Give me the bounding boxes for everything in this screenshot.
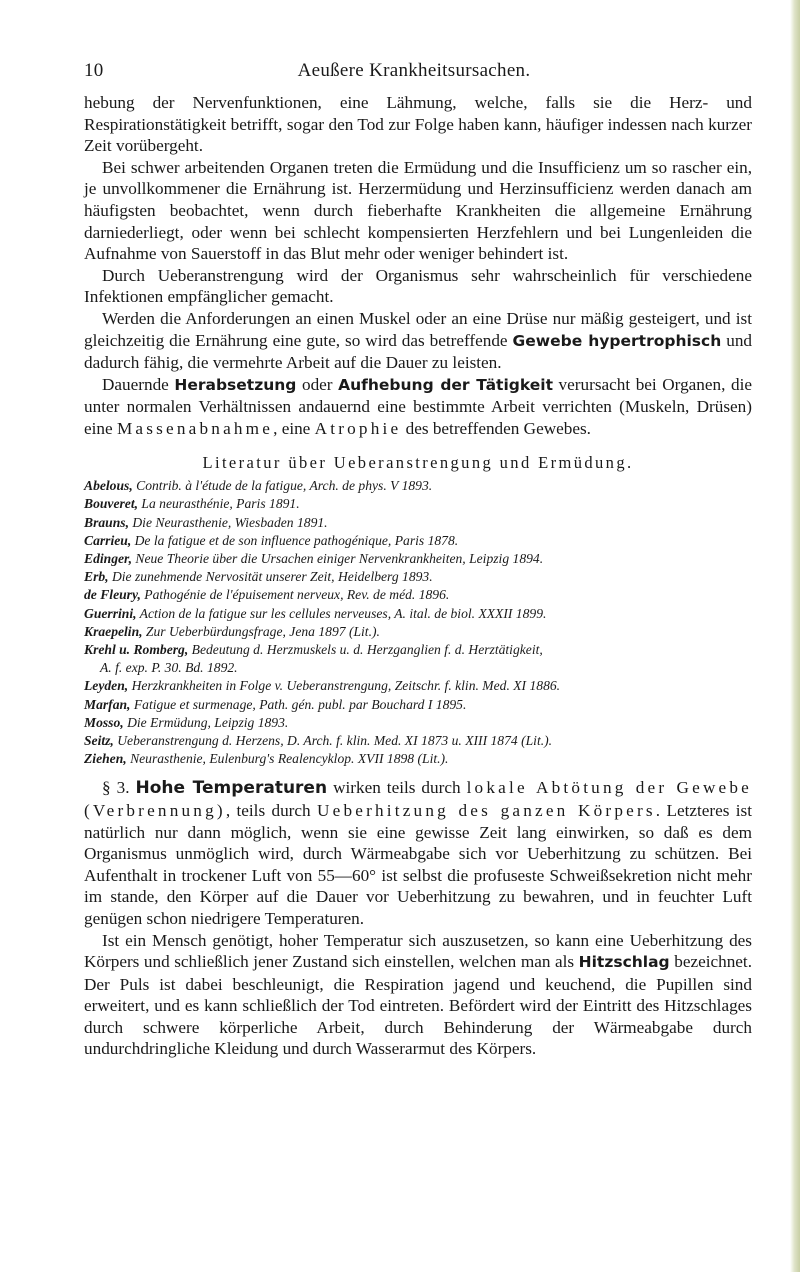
page-edge (790, 0, 800, 1272)
reference-author: Marfan, (84, 696, 131, 712)
reference-author: Guerrini, (84, 605, 137, 621)
page-header (84, 58, 744, 86)
reference-title: Action de la fatigue sur les cellules nerveuses, A. ital. de biol. XXXII 1899. (136, 605, 547, 621)
text-run: Dauernde (102, 374, 175, 394)
bold-term: Herabsetzung (174, 375, 297, 394)
reference-author: de Fleury, (84, 587, 141, 603)
literature-reference (84, 641, 752, 658)
text-run: , teils durch (225, 800, 317, 820)
section-number: § 3. (102, 778, 130, 798)
reference-author: Edinger, (84, 550, 132, 566)
spaced-term: Massenabnahme (116, 418, 274, 438)
reference-title: Zur Ueberbürdungsfrage, Jena 1897 (Lit.). (142, 623, 380, 639)
literature-heading: Literatur über Ueberanstrengung und Ermüdung. (202, 452, 634, 472)
reference-author: Erb, (84, 569, 109, 585)
reference-author: Krehl u. Romberg, (84, 641, 189, 657)
text-run: und dadurch fähig, die vermehrte Arbeit auf die Dauer zu leisten. (84, 330, 753, 373)
spaced-term: Ueberhitzung des ganzen Körpers (317, 800, 656, 820)
paragraph-5 (84, 374, 752, 440)
running-title: Aeußere Krankheitsursachen. (297, 60, 531, 81)
text-run: des betreffenden Gewebes. (401, 418, 591, 438)
bold-term: Gewebe hypertrophisch (512, 331, 722, 350)
reference-title: Neue Theorie über die Ursachen einiger Nervenkrankheiten, Leipzig 1894. (131, 550, 544, 566)
page-number: 10 (84, 60, 104, 81)
reference-author: Kraepelin, (84, 623, 143, 639)
reference-title: Fatigue et surmenage, Path. gén. publ. par Bouchard I 1895. (130, 696, 467, 712)
literature-reference (84, 677, 752, 694)
literature-reference (84, 696, 752, 713)
text-run: Ist ein Mensch genötigt, hoher Temperatur sich auszusetzen, so kann eine Ueberhitzung des Körpers und schließlich jener Zustand sich einstellen, welchen man als (84, 930, 752, 972)
reference-title: Neurasthenie, Eulenburg's Realencyklop. XVII 1898 (Lit.). (126, 751, 449, 767)
reference-title: Bedeutung d. Herzmuskels u. d. Herzganglien f. d. Herztätigkeit, (188, 641, 543, 657)
paragraph-1: hebung der Nervenfunktionen, eine Lähmung, welche, falls sie die Herz- und Respirationstätigkeit betrifft, sogar den Tod zur Folge haben kann, häufiger indessen nach kurzer Zeit vorübergeht. (84, 93, 752, 156)
reference-author: Mosso, (84, 714, 124, 730)
page-body (84, 92, 752, 1060)
literature-reference (84, 623, 752, 640)
reference-title: Die Neurasthenie, Wiesbaden 1891. (128, 514, 328, 530)
literature-reference (84, 495, 752, 512)
text-run: , eine (273, 418, 315, 438)
reference-title: Die Ermüdung, Leipzig 1893. (123, 714, 289, 730)
reference-author: Carrieu, (84, 532, 132, 548)
reference-author: Bouveret, (84, 496, 138, 512)
section-3-paragraph-2 (84, 930, 752, 1061)
text-run: wirken teils durch (327, 778, 467, 798)
reference-author: Seitz, (84, 732, 114, 748)
literature-reference (84, 750, 752, 767)
literature-reference (84, 714, 752, 731)
literature-list (84, 477, 752, 767)
reference-title: Contrib. à l'étude de la fatigue, Arch. de phys. V 1893. (132, 478, 433, 494)
spaced-term: lokale Abtötung der Gewebe (Verbrennung) (84, 778, 753, 820)
literature-reference (84, 514, 752, 531)
text-run: Werden die Anforderungen an einen Muskel oder an eine Drüse nur mäßig gesteigert, und ist gleichzeitig die Ernährung eine gute, so wird das betreffende (84, 308, 752, 350)
paragraph-2: Bei schwer arbeitenden Organen treten die Ermüdung und die Insufficienz um so rascher ein, je unvollkommener die Ernährung ist. Herzermüdung und Herzinsufficienz werden danach am häufigsten beobachtet, wenn durch fieberhafte Krankheiten die allgemeine Ernährung darniederliegt, oder wenn bei schlecht kompensierten Herzfehlern und bei Lungenleiden die Aufnahme von Sauerstoff in das Blut mehr oder weniger behindert ist. (84, 157, 752, 264)
literature-reference (84, 477, 752, 494)
literature-reference (84, 605, 752, 622)
literature-reference (84, 732, 752, 749)
text-run: . Letzteres ist natürlich nur dann möglich, wenn sie eine gewisse Zeit lang einwirken, so daß es dem Organismus unmöglich wird, durch Wärmeabgabe sich vor Ueberhitzung zu schützen. Bei Aufenthalt in trockener Luft von 55—60° ist selbst die profuseste Schweißsekretion nicht mehr im stande, den Körper auf die Dauer vor Ueberhitzung zu bewahren, und in feuchter Luft genügen schon niedrigere Temperaturen. (84, 800, 753, 928)
reference-title: Ueberanstrengung d. Herzens, D. Arch. f. klin. Med. XI 1873 u. XIII 1874 (Lit.). (113, 732, 553, 748)
reference-continuation: A. f. exp. P. 30. Bd. 1892. (100, 660, 238, 676)
section-3-paragraph-1 (84, 777, 752, 929)
section-title: Hohe Temperaturen (135, 778, 328, 799)
literature-reference (84, 568, 752, 585)
reference-author: Leyden, (84, 678, 129, 694)
paragraph-4 (84, 308, 752, 374)
literature-reference (84, 550, 752, 567)
text-run: bezeichnet. Der Puls ist dabei beschleunigt, die Respiration jagend und keuchend, die Pupillen sind erweitert, und es kann schließlich der Tod eintreten. Befördert wird der Eintritt des Hitzschlages durch schwere körperliche Arbeit, durch Behinderung der Wärmeabgabe durch undurchdringliche Kleidung und durch Wasserarmut des Körpers. (84, 952, 752, 1059)
literature-reference (84, 532, 752, 549)
reference-title: Pathogénie de l'épuisement nerveux, Rev. de méd. 1896. (140, 587, 450, 603)
reference-title: De la fatigue et de son influence pathogénique, Paris 1878. (131, 532, 459, 548)
reference-author: Brauns, (84, 514, 129, 530)
bold-term: Hitzschlag (578, 953, 670, 972)
reference-author: Abelous, (84, 478, 133, 494)
bold-term: Aufhebung der Tätigkeit (338, 375, 553, 394)
spaced-term: Atrophie (314, 418, 402, 438)
reference-title: Herzkrankheiten in Folge v. Ueberanstrengung, Zeitschr. f. klin. Med. XI 1886. (128, 678, 561, 694)
literature-reference (84, 586, 752, 603)
reference-title: La neurasthénie, Paris 1891. (138, 496, 300, 512)
reference-title: Die zunehmende Nervosität unserer Zeit, Heidelberg 1893. (108, 569, 433, 585)
text-run: oder (296, 374, 339, 394)
text-run: verursacht bei Organen, die unter normalen Verhältnissen andauernd eine bestimmte Arbeit verrichten (Muskeln, Drüsen) eine (84, 374, 752, 438)
reference-author: Ziehen, (84, 751, 127, 767)
paragraph-3: Durch Ueberanstrengung wird der Organismus sehr wahrscheinlich für verschiedene Infektionen empfänglicher gemacht. (84, 265, 752, 307)
